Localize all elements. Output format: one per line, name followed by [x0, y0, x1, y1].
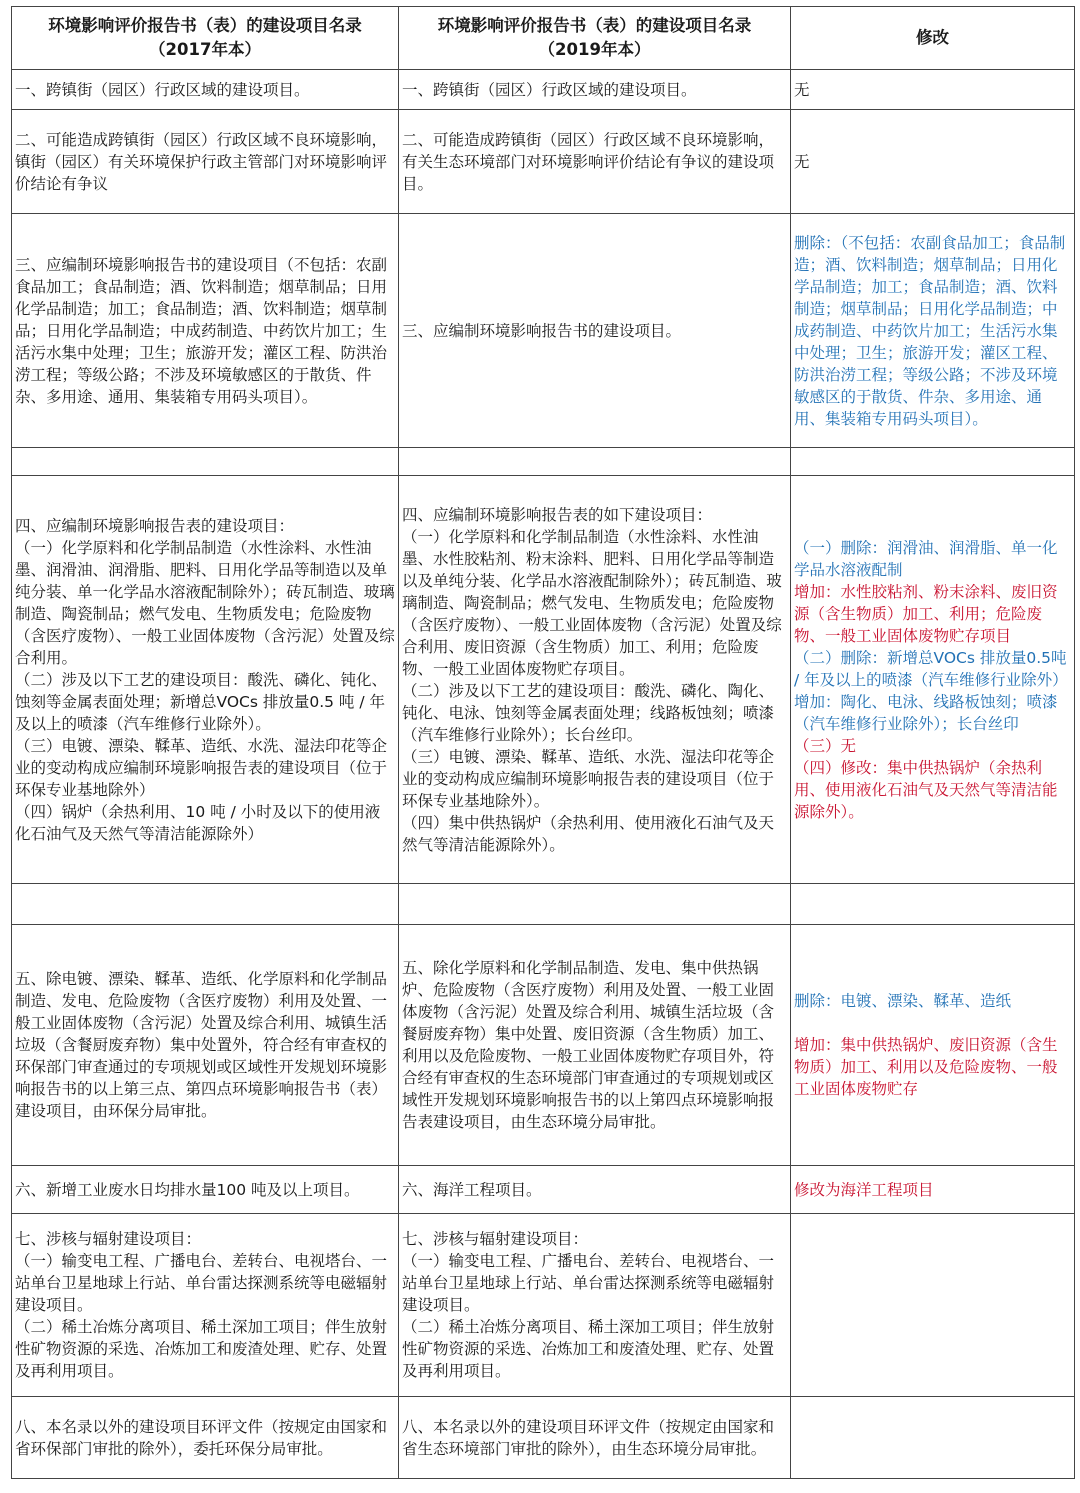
- cell-text: （一）输变电工程、广播电台、差转台、电视塔台、一站单台卫星地球上行站、单台雷达探测系统等电磁辐射建设项目。: [15, 1252, 388, 1314]
- change-line: 删除：电镀、漂染、鞣革、造纸: [794, 992, 1012, 1010]
- cell-change: [791, 1166, 1075, 1214]
- cell-text: 三、应编制环境影响报告书的建设项目。: [402, 321, 682, 340]
- cell-change: 无: [791, 70, 1075, 110]
- cell-text: （四）锅炉（余热利用、10 吨 / 小时及以下的使用液化石油气及天然气等清洁能源除外）: [15, 802, 381, 843]
- change-line: 删除：（不包括：农副食品加工；食品制造；酒、饮料制造；烟草制品；日用化学品制造；加工；食品制造；酒、饮料制造；烟草制品；日用化学品制造；中成药制造、中药饮片加工；生活污水集中处理；卫生；旅游开发；灌区工程、防洪治涝工程；等级公路；不涉及环境敏感区的于散货、件杂、多用途、通用、集装箱专用码头项目）。: [794, 233, 1066, 428]
- header-row: [12, 7, 1075, 70]
- header-2019-title: 环境影响评价报告书（表）的建设项目名录: [437, 16, 752, 35]
- header-2019: [399, 7, 791, 70]
- empty-cell: [12, 448, 399, 476]
- cell-text: 八、本名录以外的建设项目环评文件（按规定由国家和省环保部门审批的除外），委托环保分局审批。: [15, 1417, 388, 1458]
- empty-cell: [791, 884, 1075, 925]
- spacer-row: [12, 884, 1075, 925]
- cell-change: [791, 476, 1075, 884]
- change-line: 增加：水性胶粘剂、粉末涂料、废旧资源（含生物质）加工、利用；危险废物、一般工业固体废物贮存项目: [794, 582, 1058, 645]
- table-row: [12, 70, 1075, 110]
- cell-2019: [399, 1214, 791, 1397]
- change-line: （三）无: [794, 736, 857, 755]
- cell-text: 五、除化学原料和化学制品制造、发电、集中供热锅炉、危险废物（含医疗废物）利用及处置、一般工业固体废物（含污泥）处置及综合利用、城镇生活垃圾（含餐厨废弃物）集中处置、废旧资源（含生物质）加工、利用以及危险废物、一般工业固体废物贮存项目外，符合经有审查权的生态环境部门审查通过的专项规划或区域性开发规划环境影响报告书的以上第四点环境影响报告表建设项目，由生态环境分局审批。: [402, 959, 775, 1131]
- cell-text: 一、跨镇街（园区）行政区域的建设项目。: [15, 80, 310, 99]
- change-line: 修改为海洋工程项目: [794, 1180, 934, 1199]
- cell-text: （二）涉及以下工艺的建设项目：酸洗、磷化、钝化、蚀刻等金属表面处理；新增总VOCs 排放量0.5 吨 / 年及以上的喷漆（汽车维修行业除外）。: [15, 670, 388, 733]
- cell-text: （二）涉及以下工艺的建设项目：酸洗、磷化、陶化、钝化、电泳、蚀刻等金属表面处理；线路板蚀刻；喷漆（汽车维修行业除外）；长台丝印。: [402, 681, 775, 744]
- cell-2019: [399, 1166, 791, 1214]
- cell-text: 八、本名录以外的建设项目环评文件（按规定由国家和省生态环境部门审批的除外），由生态环境分局审批。: [402, 1417, 775, 1458]
- table-row: [12, 1166, 1075, 1214]
- change-line: 增加：集中供热锅炉、废旧资源（含生物质）加工、利用以及危险废物、一般工业固体废物贮存: [794, 1036, 1058, 1098]
- table-row: [12, 214, 1075, 448]
- cell-text: （二）稀土冶炼分离项目、稀土深加工项目；伴生放射性矿物资源的采选、冶炼加工和废渣处理、贮存、处置及再利用项目。: [15, 1318, 388, 1380]
- cell-2017: [12, 70, 399, 110]
- cell-2017: [12, 476, 399, 884]
- cell-text: （一）化学原料和化学制品制造（水性涂料、水性油墨、润滑油、润滑脂、肥料、日用化学品等制造以及单纯分装、单一化学品水溶液配制除外）；砖瓦制造、玻璃制造、陶瓷制品；燃气发电、生物质发电；危险废物（含医疗废物）、一般工业固体废物（含污泥）处置及综合利用。: [15, 538, 395, 667]
- change-line: 增加：陶化、电泳、线路板蚀刻；喷漆（汽车维修行业除外）；长台丝印: [794, 692, 1058, 733]
- cell-2017: [12, 925, 399, 1166]
- empty-cell: [399, 884, 791, 925]
- cell-change: 无: [791, 110, 1075, 214]
- header-2017-edition: （2017年本）: [149, 40, 261, 59]
- cell-text: （一）输变电工程、广播电台、差转台、电视塔台、一站单台卫星地球上行站、单台雷达探测系统等电磁辐射建设项目。: [402, 1252, 775, 1314]
- cell-text: 三、应编制环境影响报告书的建设项目（不包括：农副食品加工；食品制造；酒、饮料制造；烟草制品；日用化学品制造；加工；食品制造；酒、饮料制造；烟草制品；日用化学品制造；中成药制造、中药饮片加工；生活污水集中处理；卫生；旅游开发；灌区工程、防洪治涝工程；等级公路；不涉及环境敏感区的于散货、件杂、多用途、通用、集装箱专用码头项目）。: [15, 255, 388, 406]
- cell-2017: [12, 214, 399, 448]
- empty-cell: [791, 448, 1075, 476]
- spacer-row: [12, 448, 1075, 476]
- cell-2017: [12, 1397, 399, 1479]
- cell-change: [791, 925, 1075, 1166]
- cell-change: [791, 1397, 1075, 1479]
- cell-2019: [399, 70, 791, 110]
- table-row: [12, 1397, 1075, 1479]
- table-row: [12, 925, 1075, 1166]
- cell-text: （三）电镀、漂染、鞣革、造纸、水洗、湿法印花等企业的变动构成应编制环境影响报告表的建设项目（位于环保专业基地除外）。: [402, 747, 775, 810]
- cell-2019: [399, 110, 791, 214]
- cell-2017: [12, 1166, 399, 1214]
- header-2017-title: 环境影响评价报告书（表）的建设项目名录: [48, 16, 362, 35]
- change-line: （一）删除：润滑油、润滑脂、单一化学品水溶液配制: [794, 538, 1058, 579]
- table-row: [12, 110, 1075, 214]
- cell-text: （一）化学原料和化学制品制造（水性涂料、水性油墨、水性胶粘剂、粉末涂料、肥料、日用化学品等制造以及单纯分装、化学品水溶液配制除外）；砖瓦制造、玻璃制造、陶瓷制品；燃气发电、生物质发电；危险废物（含医疗废物）、一般工业固体废物（含污泥）处置及综合利用、废旧资源（含生物质）加工、利用；危险废物、一般工业固体废物贮存项目。: [402, 527, 782, 678]
- cell-2019: [399, 1397, 791, 1479]
- cell-change: [791, 1214, 1075, 1397]
- cell-text: 四、应编制环境影响报告表的如下建设项目：: [402, 505, 713, 524]
- cell-text: （四）集中供热锅炉（余热利用、使用液化石油气及天然气等清洁能源除外）。: [402, 813, 775, 854]
- change-line: （二）删除：新增总VOCs 排放量0.5吨 / 年及以上的喷漆（汽车维修行业除外）: [794, 648, 1068, 689]
- cell-text: （二）稀土冶炼分离项目、稀土深加工项目；伴生放射性矿物资源的采选、冶炼加工和废渣处理、贮存、处置及再利用项目。: [402, 1318, 775, 1380]
- cell-text: 一、跨镇街（园区）行政区域的建设项目。: [402, 80, 697, 99]
- cell-text: 七、涉核与辐射建设项目：: [402, 1230, 589, 1248]
- change-line: （四）修改：集中供热锅炉（余热利用、使用液化石油气及天然气等清洁能源除外）。: [794, 758, 1058, 821]
- cell-text: 二、可能造成跨镇街（园区）行政区域不良环境影响，镇街（园区）有关环境保护行政主管部门对环境影响评价结论有争议: [15, 130, 388, 193]
- cell-2017: [12, 1214, 399, 1397]
- header-2019-edition: （2019年本）: [538, 40, 651, 59]
- cell-2019: [399, 925, 791, 1166]
- empty-cell: [12, 884, 399, 925]
- cell-text: 二、可能造成跨镇街（园区）行政区域不良环境影响，有关生态环境部门对环境影响评价结论有争议的建设项目。: [402, 130, 775, 193]
- table-row: [12, 1214, 1075, 1397]
- cell-change: [791, 214, 1075, 448]
- comparison-table: [11, 6, 1075, 1479]
- table-row: [12, 476, 1075, 884]
- cell-text: 七、涉核与辐射建设项目：: [15, 1230, 202, 1248]
- cell-2019: [399, 476, 791, 884]
- cell-text: 六、海洋工程项目。: [402, 1180, 542, 1199]
- cell-text: （三）电镀、漂染、鞣革、造纸、水洗、湿法印花等企业的变动构成应编制环境影响报告表的建设项目（位于环保专业基地除外）: [15, 736, 388, 799]
- empty-cell: [399, 448, 791, 476]
- cell-2019: [399, 214, 791, 448]
- cell-text: 四、应编制环境影响报告表的建设项目：: [15, 516, 295, 535]
- cell-2017: [12, 110, 399, 214]
- cell-text: 五、除电镀、漂染、鞣革、造纸、化学原料和化学制品制造、发电、危险废物（含医疗废物）利用及处置、一般工业固体废物（含污泥）处置及综合利用、城镇生活垃圾（含餐厨废弃物）集中处置外，符合经有审查权的环保部门审查通过的专项规划或区域性开发规划环境影响报告书的以上第三点、第四点环境影响报告书（表）建设项目，由环保分局审批。: [15, 970, 388, 1120]
- header-change: 修改: [791, 7, 1075, 70]
- cell-text: 六、新增工业废水日均排水量100 吨及以上项目。: [15, 1180, 360, 1199]
- header-2017: [12, 7, 399, 70]
